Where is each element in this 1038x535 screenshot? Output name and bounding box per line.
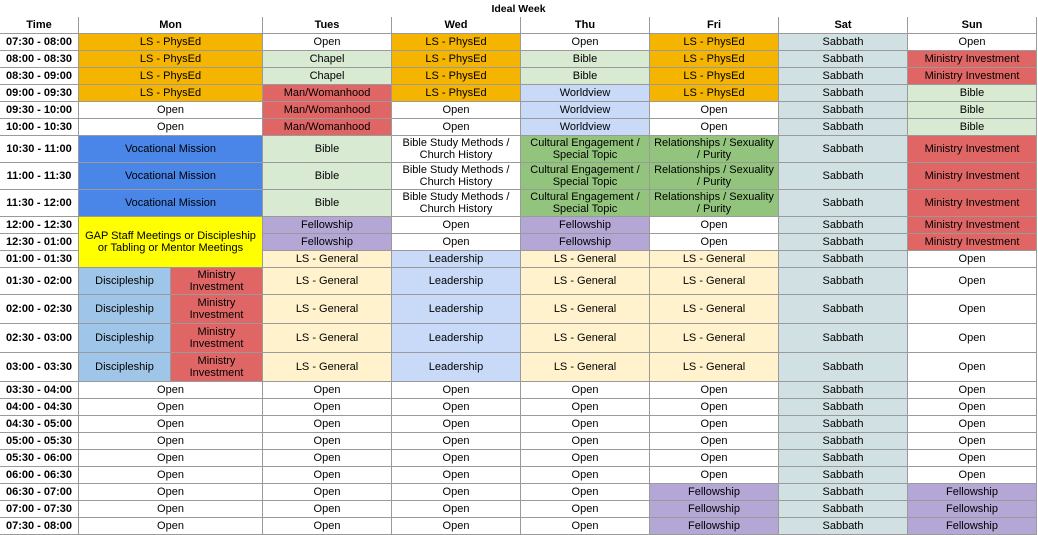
schedule-cell-bible[interactable]: Bible: [263, 136, 392, 163]
schedule-cell-open[interactable]: Open: [908, 382, 1037, 399]
schedule-cell-ls-general[interactable]: LS - General: [521, 295, 650, 324]
schedule-cell-open[interactable]: Open: [908, 399, 1037, 416]
time-slot: 03:00 - 03:30: [0, 353, 79, 382]
schedule-cell-fellowship[interactable]: Fellowship: [650, 501, 779, 518]
schedule-cell-sabbath[interactable]: Sabbath: [779, 518, 908, 535]
schedule-cell-sabbath[interactable]: Sabbath: [779, 433, 908, 450]
schedule-cell-open[interactable]: Open: [79, 450, 263, 467]
schedule-cell-man-womanhood[interactable]: Man/Womanhood: [263, 85, 392, 102]
schedule-cell-open[interactable]: Open: [392, 484, 521, 501]
schedule-cell-open[interactable]: Open: [79, 119, 263, 136]
schedule-cell-sabbath[interactable]: Sabbath: [779, 416, 908, 433]
schedule-cell-ministry-investment[interactable]: Ministry Investment: [908, 136, 1037, 163]
schedule-cell-open[interactable]: Open: [908, 295, 1037, 324]
schedule-cell-open[interactable]: Open: [650, 416, 779, 433]
time-slot: 10:30 - 11:00: [0, 136, 79, 163]
schedule-cell-leadership[interactable]: Leadership: [392, 295, 521, 324]
schedule-cell-open[interactable]: Open: [392, 217, 521, 234]
schedule-cell-open[interactable]: Open: [521, 450, 650, 467]
schedule-cell-open[interactable]: Open: [263, 450, 392, 467]
schedule-cell-open[interactable]: Open: [521, 382, 650, 399]
schedule-cell-open[interactable]: Open: [263, 382, 392, 399]
schedule-cell-open[interactable]: Open: [650, 102, 779, 119]
schedule-cell-discipleship[interactable]: Discipleship: [79, 268, 171, 295]
schedule-cell-sabbath[interactable]: Sabbath: [779, 484, 908, 501]
schedule-cell-vocational-mission[interactable]: Vocational Mission: [79, 163, 263, 190]
header-day-sat: Sat: [779, 17, 908, 34]
schedule-cell-open[interactable]: Open: [263, 501, 392, 518]
schedule-cell-open[interactable]: Open: [521, 399, 650, 416]
schedule-cell-discipleship[interactable]: Discipleship: [79, 353, 171, 382]
schedule-cell-sabbath[interactable]: Sabbath: [779, 136, 908, 163]
schedule-cell-open[interactable]: Open: [392, 433, 521, 450]
header-day-wed: Wed: [392, 17, 521, 34]
schedule-cell-relationships-sexuality-purity[interactable]: Relationships / Sexuality / Purity: [650, 136, 779, 163]
schedule-cell-open[interactable]: Open: [392, 416, 521, 433]
schedule-cell-ls-physed[interactable]: LS - PhysEd: [392, 51, 521, 68]
schedule-cell-ministry-investment[interactable]: Ministry Investment: [171, 295, 263, 324]
schedule-cell-sabbath[interactable]: Sabbath: [779, 399, 908, 416]
schedule-cell-leadership[interactable]: Leadership: [392, 353, 521, 382]
schedule-cell-discipleship[interactable]: Discipleship: [79, 295, 171, 324]
schedule-cell-bible-study-methods-church-history[interactable]: Bible Study Methods / Church History: [392, 136, 521, 163]
schedule-cell-open[interactable]: Open: [392, 518, 521, 535]
schedule-cell-open[interactable]: Open: [263, 467, 392, 484]
schedule-cell-leadership[interactable]: Leadership: [392, 324, 521, 353]
schedule-cell-cultural-engagement-special-topic[interactable]: Cultural Engagement / Special Topic: [521, 163, 650, 190]
schedule-cell-ls-physed[interactable]: LS - PhysEd: [650, 51, 779, 68]
schedule-cell-open[interactable]: Open: [908, 268, 1037, 295]
schedule-cell-bible[interactable]: Bible: [908, 102, 1037, 119]
schedule-cell-open[interactable]: Open: [908, 34, 1037, 51]
schedule-cell-ls-general[interactable]: LS - General: [263, 251, 392, 268]
schedule-cell-sabbath[interactable]: Sabbath: [779, 85, 908, 102]
schedule-cell-cultural-engagement-special-topic[interactable]: Cultural Engagement / Special Topic: [521, 190, 650, 217]
schedule-cell-ministry-investment[interactable]: Ministry Investment: [908, 163, 1037, 190]
schedule-cell-ministry-investment[interactable]: Ministry Investment: [171, 268, 263, 295]
time-slot: 10:00 - 10:30: [0, 119, 79, 136]
schedule-cell-worldview[interactable]: Worldview: [521, 85, 650, 102]
schedule-cell-sabbath[interactable]: Sabbath: [779, 102, 908, 119]
schedule-cell-sabbath[interactable]: Sabbath: [779, 190, 908, 217]
time-slot: 09:30 - 10:00: [0, 102, 79, 119]
schedule-cell-open[interactable]: Open: [650, 119, 779, 136]
schedule-cell-open[interactable]: Open: [79, 416, 263, 433]
schedule-cell-worldview[interactable]: Worldview: [521, 102, 650, 119]
schedule-cell-open[interactable]: Open: [392, 450, 521, 467]
header-day-thu: Thu: [521, 17, 650, 34]
time-slot: 07:30 - 08:00: [0, 34, 79, 51]
schedule-cell-bible[interactable]: Bible: [908, 85, 1037, 102]
header-day-fri: Fri: [650, 17, 779, 34]
schedule-cell-ls-physed[interactable]: LS - PhysEd: [650, 85, 779, 102]
time-slot: 07:30 - 08:00: [0, 518, 79, 535]
schedule-cell-open[interactable]: Open: [650, 382, 779, 399]
schedule-cell-fellowship[interactable]: Fellowship: [650, 484, 779, 501]
schedule-cell-open[interactable]: Open: [392, 467, 521, 484]
schedule-cell-fellowship[interactable]: Fellowship: [908, 518, 1037, 535]
schedule-cell-open[interactable]: Open: [79, 501, 263, 518]
schedule-cell-ls-physed[interactable]: LS - PhysEd: [79, 68, 263, 85]
time-slot: 02:30 - 03:00: [0, 324, 79, 353]
schedule-cell-ls-general[interactable]: LS - General: [521, 353, 650, 382]
schedule-cell-vocational-mission[interactable]: Vocational Mission: [79, 136, 263, 163]
schedule-cell-open[interactable]: Open: [392, 119, 521, 136]
schedule-cell-fellowship[interactable]: Fellowship: [521, 217, 650, 234]
schedule-cell-relationships-sexuality-purity[interactable]: Relationships / Sexuality / Purity: [650, 163, 779, 190]
schedule-cell-sabbath[interactable]: Sabbath: [779, 163, 908, 190]
time-slot: 01:30 - 02:00: [0, 268, 79, 295]
schedule-cell-open[interactable]: Open: [263, 484, 392, 501]
schedule-cell-fellowship[interactable]: Fellowship: [263, 217, 392, 234]
schedule-cell-ls-general[interactable]: LS - General: [650, 324, 779, 353]
schedule-cell-open[interactable]: Open: [908, 251, 1037, 268]
schedule-cell-open[interactable]: Open: [79, 382, 263, 399]
time-slot: 01:00 - 01:30: [0, 251, 79, 268]
schedule-cell-worldview[interactable]: Worldview: [521, 119, 650, 136]
time-slot: 06:30 - 07:00: [0, 484, 79, 501]
schedule-cell-open[interactable]: Open: [908, 324, 1037, 353]
schedule-cell-sabbath[interactable]: Sabbath: [779, 295, 908, 324]
schedule-cell-open[interactable]: Open: [263, 34, 392, 51]
schedule-cell-sabbath[interactable]: Sabbath: [779, 68, 908, 85]
schedule-cell-bible[interactable]: Bible: [908, 119, 1037, 136]
schedule-cell-open[interactable]: Open: [263, 433, 392, 450]
schedule-cell-relationships-sexuality-purity[interactable]: Relationships / Sexuality / Purity: [650, 190, 779, 217]
schedule-cell-ministry-investment[interactable]: Ministry Investment: [908, 217, 1037, 234]
schedule-cell-open[interactable]: Open: [650, 217, 779, 234]
schedule-cell-open[interactable]: Open: [521, 34, 650, 51]
schedule-cell-open[interactable]: Open: [521, 518, 650, 535]
schedule-cell-bible-study-methods-church-history[interactable]: Bible Study Methods / Church History: [392, 190, 521, 217]
schedule-cell-open[interactable]: Open: [392, 234, 521, 251]
schedule-cell-open[interactable]: Open: [79, 102, 263, 119]
schedule-cell-ls-general[interactable]: LS - General: [263, 295, 392, 324]
time-slot: 09:00 - 09:30: [0, 85, 79, 102]
time-slot: 12:30 - 01:00: [0, 234, 79, 251]
schedule-cell-open[interactable]: Open: [650, 433, 779, 450]
schedule-cell-ministry-investment[interactable]: Ministry Investment: [908, 68, 1037, 85]
schedule-cell-ls-general[interactable]: LS - General: [650, 268, 779, 295]
schedule-cell-ls-physed[interactable]: LS - PhysEd: [392, 34, 521, 51]
schedule-cell-open[interactable]: Open: [521, 501, 650, 518]
schedule-cell-open[interactable]: Open: [392, 102, 521, 119]
time-slot: 02:00 - 02:30: [0, 295, 79, 324]
schedule-cell-ls-physed[interactable]: LS - PhysEd: [392, 85, 521, 102]
schedule-cell-ls-physed[interactable]: LS - PhysEd: [79, 34, 263, 51]
schedule-cell-open[interactable]: Open: [263, 399, 392, 416]
header-day-tues: Tues: [263, 17, 392, 34]
schedule-cell-ministry-investment[interactable]: Ministry Investment: [908, 234, 1037, 251]
time-slot: 11:00 - 11:30: [0, 163, 79, 190]
schedule-cell-ls-general[interactable]: LS - General: [650, 353, 779, 382]
schedule-cell-ls-physed[interactable]: LS - PhysEd: [650, 68, 779, 85]
schedule-cell-ls-general[interactable]: LS - General: [521, 268, 650, 295]
schedule-cell-open[interactable]: Open: [908, 467, 1037, 484]
schedule-cell-ministry-investment[interactable]: Ministry Investment: [908, 51, 1037, 68]
schedule-cell-open[interactable]: Open: [79, 399, 263, 416]
schedule-cell-open[interactable]: Open: [908, 450, 1037, 467]
schedule-cell-ls-general[interactable]: LS - General: [650, 295, 779, 324]
schedule-cell-man-womanhood[interactable]: Man/Womanhood: [263, 102, 392, 119]
schedule-cell-leadership[interactable]: Leadership: [392, 268, 521, 295]
schedule-cell-ls-general[interactable]: LS - General: [263, 268, 392, 295]
time-slot: 08:00 - 08:30: [0, 51, 79, 68]
time-slot: 05:00 - 05:30: [0, 433, 79, 450]
schedule-cell-ministry-investment[interactable]: Ministry Investment: [171, 324, 263, 353]
schedule-cell-chapel[interactable]: Chapel: [263, 68, 392, 85]
sheet-title: Ideal Week: [491, 2, 546, 15]
schedule-cell-open[interactable]: Open: [908, 416, 1037, 433]
schedule-cell-open[interactable]: Open: [79, 433, 263, 450]
schedule-cell-ls-general[interactable]: LS - General: [263, 353, 392, 382]
schedule-cell-sabbath[interactable]: Sabbath: [779, 450, 908, 467]
schedule-cell-bible[interactable]: Bible: [521, 51, 650, 68]
schedule-cell-leadership[interactable]: Leadership: [392, 251, 521, 268]
schedule-cell-sabbath[interactable]: Sabbath: [779, 268, 908, 295]
time-slot: 07:00 - 07:30: [0, 501, 79, 518]
header-time: Time: [0, 17, 79, 34]
schedule-cell-open[interactable]: Open: [650, 399, 779, 416]
time-slot: 05:30 - 06:00: [0, 450, 79, 467]
schedule-cell-chapel[interactable]: Chapel: [263, 51, 392, 68]
schedule-cell-sabbath[interactable]: Sabbath: [779, 501, 908, 518]
schedule-cell-open[interactable]: Open: [392, 382, 521, 399]
schedule-cell-ls-physed[interactable]: LS - PhysEd: [650, 34, 779, 51]
schedule-cell-sabbath[interactable]: Sabbath: [779, 234, 908, 251]
schedule-cell-open[interactable]: Open: [650, 234, 779, 251]
schedule-cell-fellowship[interactable]: Fellowship: [521, 234, 650, 251]
schedule-cell-ls-physed[interactable]: LS - PhysEd: [392, 68, 521, 85]
schedule-cell-ls-general[interactable]: LS - General: [521, 324, 650, 353]
schedule-cell-open[interactable]: Open: [79, 518, 263, 535]
schedule-cell-discipleship[interactable]: Discipleship: [79, 324, 171, 353]
schedule-cell-ls-general[interactable]: LS - General: [521, 251, 650, 268]
schedule-cell-bible[interactable]: Bible: [263, 190, 392, 217]
schedule-cell-fellowship[interactable]: Fellowship: [908, 501, 1037, 518]
schedule-cell-fellowship[interactable]: Fellowship: [263, 234, 392, 251]
header-day-sun: Sun: [908, 17, 1037, 34]
schedule-cell-ls-physed[interactable]: LS - PhysEd: [79, 51, 263, 68]
schedule-cell-open[interactable]: Open: [79, 467, 263, 484]
schedule-cell-open[interactable]: Open: [521, 433, 650, 450]
schedule-cell-sabbath[interactable]: Sabbath: [779, 119, 908, 136]
time-slot: 12:00 - 12:30: [0, 217, 79, 234]
schedule-cell-gap-staff-meetings-or-discipleship-or-tabling-or-mentor-meetings[interactable]: GAP Staff Meetings or Discipleship or Tabling or Mentor Meetings: [79, 217, 263, 268]
schedule-cell-open[interactable]: Open: [521, 484, 650, 501]
schedule-cell-sabbath[interactable]: Sabbath: [779, 382, 908, 399]
time-slot: 04:30 - 05:00: [0, 416, 79, 433]
schedule-cell-open[interactable]: Open: [521, 416, 650, 433]
schedule-cell-open[interactable]: Open: [650, 467, 779, 484]
schedule-cell-sabbath[interactable]: Sabbath: [779, 324, 908, 353]
time-slot: 08:30 - 09:00: [0, 68, 79, 85]
schedule-cell-cultural-engagement-special-topic[interactable]: Cultural Engagement / Special Topic: [521, 136, 650, 163]
schedule-cell-open[interactable]: Open: [521, 467, 650, 484]
schedule-cell-sabbath[interactable]: Sabbath: [779, 353, 908, 382]
schedule-cell-open[interactable]: Open: [392, 501, 521, 518]
time-slot: 06:00 - 06:30: [0, 467, 79, 484]
schedule-cell-open[interactable]: Open: [650, 450, 779, 467]
schedule-cell-fellowship[interactable]: Fellowship: [650, 518, 779, 535]
schedule-cell-ls-physed[interactable]: LS - PhysEd: [79, 85, 263, 102]
schedule-cell-sabbath[interactable]: Sabbath: [779, 467, 908, 484]
schedule-cell-vocational-mission[interactable]: Vocational Mission: [79, 190, 263, 217]
schedule-cell-sabbath[interactable]: Sabbath: [779, 251, 908, 268]
time-slot: 04:00 - 04:30: [0, 399, 79, 416]
schedule-cell-bible[interactable]: Bible: [263, 163, 392, 190]
schedule-cell-ministry-investment[interactable]: Ministry Investment: [171, 353, 263, 382]
schedule-cell-bible[interactable]: Bible: [521, 68, 650, 85]
schedule-cell-open[interactable]: Open: [908, 353, 1037, 382]
schedule-cell-man-womanhood[interactable]: Man/Womanhood: [263, 119, 392, 136]
schedule-cell-open[interactable]: Open: [392, 399, 521, 416]
schedule-cell-fellowship[interactable]: Fellowship: [908, 484, 1037, 501]
schedule-cell-open[interactable]: Open: [908, 433, 1037, 450]
time-slot: 03:30 - 04:00: [0, 382, 79, 399]
schedule-cell-open[interactable]: Open: [79, 484, 263, 501]
time-slot: 11:30 - 12:00: [0, 190, 79, 217]
header-day-mon: Mon: [79, 17, 263, 34]
schedule-cell-sabbath[interactable]: Sabbath: [779, 51, 908, 68]
schedule-cell-sabbath[interactable]: Sabbath: [779, 217, 908, 234]
schedule-cell-open[interactable]: Open: [263, 416, 392, 433]
schedule-cell-ls-general[interactable]: LS - General: [650, 251, 779, 268]
schedule-cell-sabbath[interactable]: Sabbath: [779, 34, 908, 51]
schedule-cell-ministry-investment[interactable]: Ministry Investment: [908, 190, 1037, 217]
schedule-cell-bible-study-methods-church-history[interactable]: Bible Study Methods / Church History: [392, 163, 521, 190]
schedule-cell-open[interactable]: Open: [263, 518, 392, 535]
schedule-cell-ls-general[interactable]: LS - General: [263, 324, 392, 353]
